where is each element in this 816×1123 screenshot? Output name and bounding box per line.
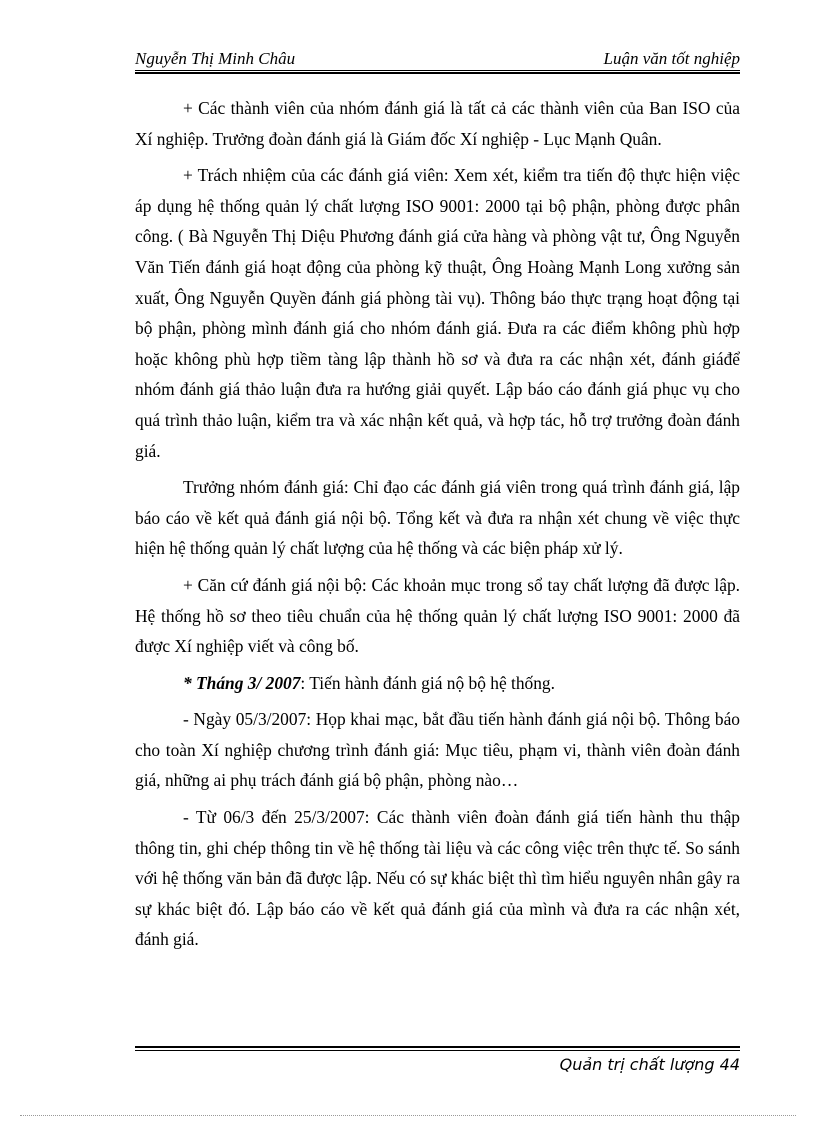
month-heading-text: : Tiến hành đánh giá nộ bộ hệ thống.: [300, 672, 555, 693]
paragraph-information-gathering: - Từ 06/3 đến 25/3/2007: Các thành viên đoàn đánh giá tiến hành thu thập thông tin, ghi chép thông tin về hệ thống tài liệu và các công việc trên thực tế. So sánh với hệ thống văn bản đã được lập. Nếu có sự khác biệt thì tìm hiểu nguyên nhân gây ra sự khác biệt đó. Lập báo cáo về kết quả đánh giá của mình và đưa ra các nhận xét, đánh giá.: [135, 807, 740, 950]
month-heading-label: * Tháng 3/ 2007: [183, 672, 301, 693]
paragraph-opening-meeting: - Ngày 05/3/2007: Họp khai mạc, bắt đầu tiến hành đánh giá nội bộ. Thông báo cho toàn Xí nghiệp chương trình đánh giá: Mục tiêu, phạm vi, thành viên đoàn đánh giá, những ai phụ trách đánh giá bộ phận, phòng nào…: [135, 709, 740, 791]
footer-rule-thin: [135, 1050, 740, 1051]
paragraph-audit-basis: + Căn cứ đánh giá nội bộ: Các khoản mục trong sổ tay chất lượng đã được lập. Hệ thống hồ sơ theo tiêu chuẩn của hệ thống quản lý chất lượng ISO 9001: 2000 đã được Xí nghiệp viết và công bố.: [135, 574, 740, 657]
header-rule-thick: [135, 72, 740, 74]
footer-rule-thick: [135, 1046, 740, 1048]
header-title: Luận văn tốt nghiệp: [603, 49, 740, 68]
paragraph-audit-team-members: + Các thành viên của nhóm đánh giá là tất cả các thành viên của Ban ISO của Xí nghiệp. Trưởng đoàn đánh giá là Giám đốc Xí nghiệp - Lục Mạnh Quân.: [135, 98, 740, 149]
page-footer: Quản trị chất lượng 44: [559, 1055, 740, 1074]
paragraph-auditor-responsibilities: + Trách nhiệm của các đánh giá viên: Xem xét, kiểm tra tiến độ thực hiện việc áp dụng hệ thống quản lý chất lượng ISO 9001: 2000 tại bộ phận, phòng được phân công. ( Bà Nguyễn Thị Diệu Phương đánh giá cửa hàng và phòng vật tư, Ông Nguyễn Văn Tiến đánh giá hoạt động của phòng kỹ thuật, Ông Hoàng Mạnh Long xưởng sản xuất, Ông Nguyễn Quyền đánh giá phòng tài vụ). Thông báo thực trạng hoạt động tại bộ phận, phòng mình đánh giá cho nhóm đánh giá. Đưa ra các điểm không phù hợp hoặc không phù hợp tiềm tàng lập thành hồ sơ và đưa ra các nhận xét, đánh giáđể nhóm đánh giá thảo luận đưa ra hướng giải quyết. Lập báo cáo đánh giá phục vụ cho quá trình thảo luận, kiểm tra và xác nhận kết quả, và hợp tác, hỗ trợ trưởng đoàn đánh giá.: [135, 165, 740, 461]
page-header: [135, 49, 740, 71]
document-body: [135, 93, 740, 961]
page-bottom-dotted-line: [20, 1115, 796, 1116]
paragraph-team-leader: Trưởng nhóm đánh giá: Chỉ đạo các đánh giá viên trong quá trình đánh giá, lập báo cáo về kết quả đánh giá nội bộ. Tổng kết và đưa ra nhận xét chung về việc thực hiện hệ thống quản lý chất lượng của hệ thống và các biện pháp xử lý.: [135, 477, 740, 559]
header-rule-thin: [135, 70, 740, 71]
month-heading: [135, 668, 740, 699]
header-author: Nguyễn Thị Minh Châu: [135, 49, 296, 68]
